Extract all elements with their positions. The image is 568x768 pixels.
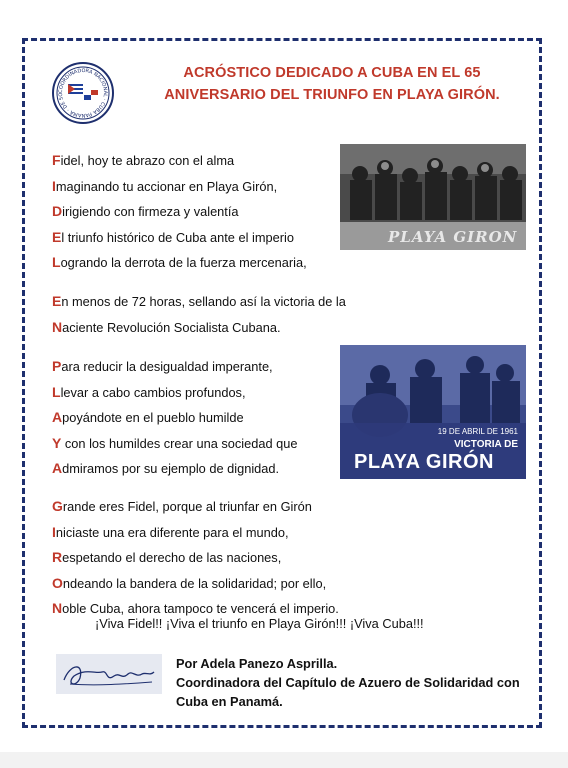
poster-date: 19 DE ABRIL DE 1961 (437, 427, 518, 436)
acrostic-line: Llevar a cabo cambios profundos, (52, 383, 246, 400)
acrostic-line: Para reducir la desigualdad imperante, (52, 358, 273, 374)
acrostic-line: Apoyándote en el pueblo humilde (52, 409, 244, 425)
acrostic-line: El triunfo histórico de Cuba ante el imperio (52, 228, 294, 245)
poster-subtitle: VICTORIA DE (454, 439, 518, 450)
seal-graphic (54, 64, 112, 122)
title-line-2: ANIVERSARIO DEL TRIUNFO EN PLAYA GIRÓN. (164, 87, 500, 103)
author-role-line-1: Coordinadora del Capítulo de Azuero de Solidaridad con (176, 675, 520, 690)
acrostic-line: Admiramos por su ejemplo de dignidad. (52, 460, 280, 476)
stanza-playa (52, 354, 298, 482)
stanza-giron (52, 494, 339, 622)
signature-graphic (56, 654, 162, 694)
seal-ring-text: COORDINADORA NACIONAL · CUBA PANAMÁ · DE SO (57, 67, 109, 119)
acrostic-line: Fidel, hoy te abrazo con el alma (52, 152, 235, 168)
coordinadora-seal-logo (52, 62, 114, 124)
vivas-line: ¡Viva Fidel!! ¡Viva el triunfo en Playa Girón!!! ¡Viva Cuba!!! (95, 616, 424, 631)
handwritten-signature (56, 654, 162, 694)
acrostic-line: Naciente Revolución Socialista Cubana. (52, 318, 281, 335)
poster-title: PLAYA GIRÓN (354, 451, 494, 473)
bw-photo-caption: PLAYA GIRON (388, 228, 518, 246)
author-block (176, 654, 520, 711)
acrostic-line: Respetando el derecho de las naciones, (52, 549, 282, 565)
acrostic-line: En menos de 72 horas, sellando así la victoria de la (52, 293, 346, 309)
victoria-playa-giron-poster (340, 345, 526, 479)
playa-giron-bw-photo (340, 144, 526, 250)
stanza-fidel (52, 148, 307, 276)
author-role-line-2: Cuba en Panamá. (176, 694, 283, 709)
acrostic-line: Dirigiendo con firmeza y valentía (52, 203, 239, 219)
acrostic-line: Noble Cuba, ahora tampoco te vencerá el imperio. (52, 600, 339, 616)
stanza-en (52, 289, 346, 340)
acrostic-line: Logrando la derrota de la fuerza mercenaria, (52, 254, 307, 270)
acrostic-line: Ondeando la bandera de la solidaridad; por ello, (52, 574, 327, 591)
title-line-1: ACRÓSTICO DEDICADO A CUBA EN EL 65 (183, 65, 481, 81)
page-title (122, 62, 542, 106)
author-name: Por Adela Panezo Asprilla. (176, 656, 338, 671)
acrostic-line: Iniciaste una era diferente para el mundo, (52, 523, 289, 540)
acrostic-line: Grande eres Fidel, porque al triunfar en Girón (52, 498, 312, 514)
acrostic-line: Imaginando tu accionar en Playa Girón, (52, 177, 278, 194)
acrostic-line: Y con los humildes crear una sociedad que (52, 434, 298, 451)
